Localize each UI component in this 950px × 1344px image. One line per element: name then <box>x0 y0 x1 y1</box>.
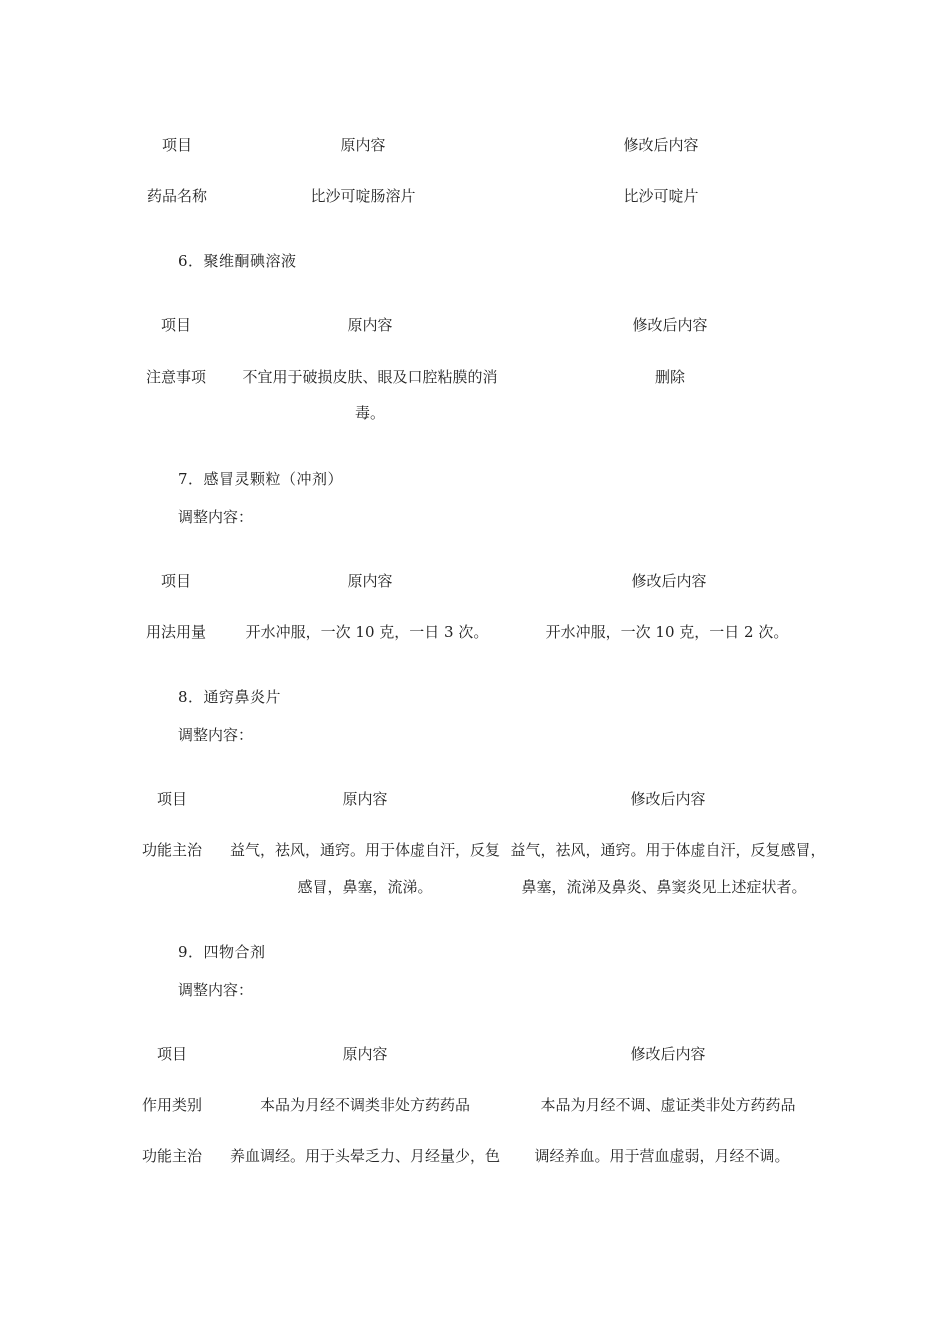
section9-row2-item: 功能主治 <box>141 1147 203 1165</box>
section6-cell-original-line1: 不宜用于破损皮肤、眼及口腔粘膜的消 <box>242 368 498 386</box>
table1-header-item: 项目 <box>161 136 193 154</box>
section7-header-revised: 修改后内容 <box>631 572 707 590</box>
section8-header-revised: 修改后内容 <box>630 790 706 808</box>
section7-header-item: 项目 <box>160 572 192 590</box>
section8-header-item: 项目 <box>156 790 188 808</box>
section7-subtitle: 调整内容： <box>178 508 254 526</box>
section8-cell-revised-line1: 益气，祛风，通窍。用于体虚自汗，反复感冒， <box>510 841 826 859</box>
table1-header-original: 原内容 <box>340 136 386 154</box>
section9-header-revised: 修改后内容 <box>630 1045 706 1063</box>
section7-cell-original: 开水冲服，一次 10 克，一日 3 次。 <box>245 623 489 641</box>
section8-cell-original-line1: 益气，祛风，通窍。用于体虚自汗，反复 <box>229 841 501 859</box>
section8-cell-revised-line2: 鼻塞，流涕及鼻炎、鼻窦炎见上述症状者。 <box>521 878 807 896</box>
table1-header-revised: 修改后内容 <box>623 136 699 154</box>
section7-title: 7．感冒灵颗粒（冲剂） <box>178 470 344 488</box>
section8-header-original: 原内容 <box>342 790 388 808</box>
section8-title: 8．通窍鼻炎片 <box>178 688 282 706</box>
section9-row1-revised: 本品为月经不调、虚证类非处方药药品 <box>540 1096 796 1114</box>
section9-row1-item: 作用类别 <box>141 1096 203 1114</box>
section9-title: 9．四物合剂 <box>178 943 266 961</box>
section6-cell-item: 注意事项 <box>145 368 207 386</box>
table1-cell-revised: 比沙可啶片 <box>623 187 699 205</box>
section6-cell-revised: 删除 <box>654 368 686 386</box>
section7-header-original: 原内容 <box>347 572 393 590</box>
section6-header-revised: 修改后内容 <box>632 316 708 334</box>
section9-header-original: 原内容 <box>342 1045 388 1063</box>
section6-header-original: 原内容 <box>347 316 393 334</box>
section8-subtitle: 调整内容： <box>178 726 254 744</box>
section7-cell-item: 用法用量 <box>145 623 207 641</box>
section8-cell-original-line2: 感冒，鼻塞，流涕。 <box>297 878 433 896</box>
table1-cell-item: 药品名称 <box>146 187 208 205</box>
section7-cell-revised: 开水冲服，一次 10 克，一日 2 次。 <box>545 623 789 641</box>
section9-row1-original: 本品为月经不调类非处方药药品 <box>259 1096 471 1114</box>
section9-row2-revised: 调经养血。用于营血虚弱，月经不调。 <box>534 1147 790 1165</box>
section9-header-item: 项目 <box>156 1045 188 1063</box>
section6-cell-original-line2: 毒。 <box>354 404 386 422</box>
section6-header-item: 项目 <box>160 316 192 334</box>
section9-subtitle: 调整内容： <box>178 981 254 999</box>
table1-cell-original: 比沙可啶肠溶片 <box>310 187 416 205</box>
section6-title: 6．聚维酮碘溶液 <box>178 252 297 270</box>
section9-row2-original: 养血调经。用于头晕乏力、月经量少，色 <box>229 1147 501 1165</box>
section8-cell-item: 功能主治 <box>141 841 203 859</box>
